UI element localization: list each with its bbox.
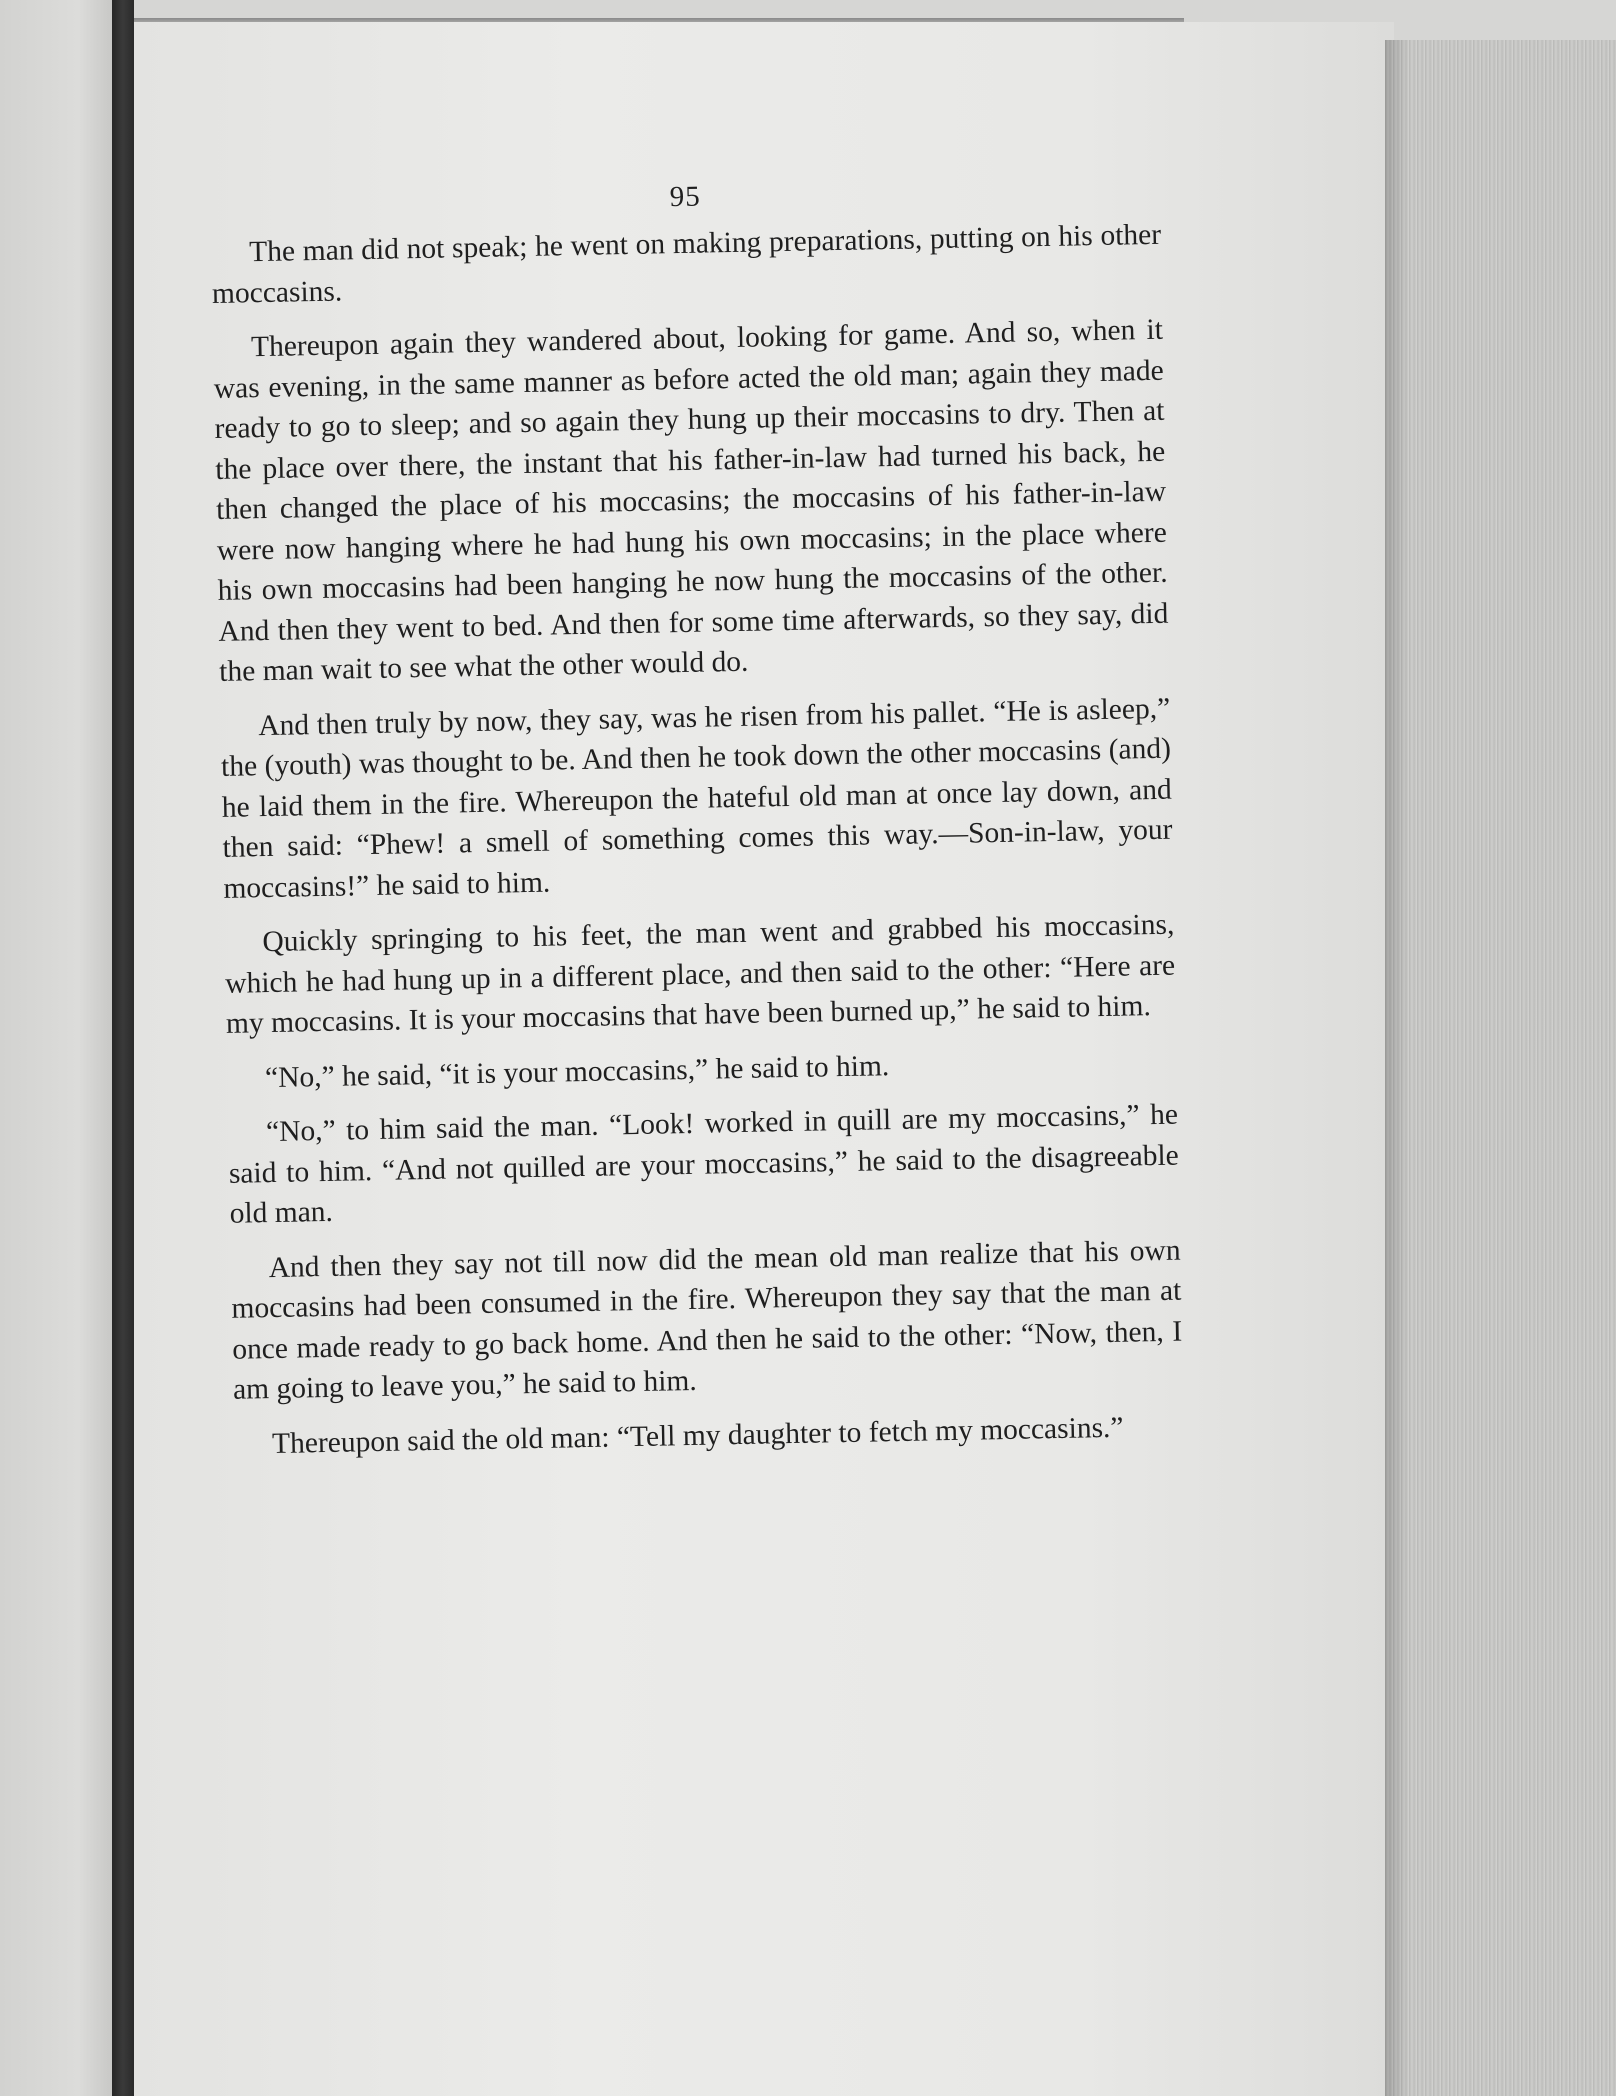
paragraph: And then truly by now, they say, was he risen from his pallet. “He is asleep,” the (youth) was thought to be. And then he took down the other moccasins (and) he laid them in the fire. Whereupon the hateful old man at once lay down, and then said: “Phew! a smell of something comes this way.—Son-in-law, your moccasins!” he said to him.: [220, 692, 1173, 905]
page-stack-shadow: [1385, 40, 1409, 2096]
left-page-edge: [0, 0, 112, 2096]
page-stack-edge: [1385, 40, 1616, 2096]
paragraph: “No,” he said, “it is your moccasins,” he said to him.: [264, 1049, 890, 1094]
paragraph: Thereupon said the old man: “Tell my daughter to fetch my moccasins.”: [271, 1411, 1124, 1460]
book-gutter: [112, 0, 134, 2096]
page-number: 95: [669, 180, 702, 214]
paragraph: Quickly springing to his feet, the man went and grabbed his moccasins, which he had hung up in a different place, and then said to the other: “Here are my moccasins. It is your moccasins that have been burned up,” he said to him.: [224, 908, 1176, 1040]
paragraph: Thereupon again they wandered about, looking for game. And so, when it was evening, in the same manner as before acted the old man; again they made ready to go to sleep; and so again they hung up their moccasins to dry. Then at the place over there, the instant that his father-in-law had turned his back, he then changed the place of his moccasins; the moccasins of his father-in-law were now hanging where he had hung his own moccasins; in the place where his own moccasins had been hanging he now hung the moccasins of the other. And then they went to bed. And then for some time afterwards, so they say, did the man wait to see what the other would do.: [213, 313, 1169, 688]
paragraph: The man did not speak; he went on making preparations, putting on his other moccasins.: [211, 218, 1162, 310]
page-text: [210, 172, 1185, 1479]
paragraph: And then they say not till now did the mean old man realize that his own moccasins had been consumed in the fire. Whereupon they say that the man at once made ready to go back home. And then he said to the other: “Now, then, I am going to leave you,” he said to him.: [231, 1234, 1183, 1406]
paragraph: “No,” to him said the man. “Look! worked in quill are my moccasins,” he said to him. “And not quilled are your moccasins,” he said to the disagreeable old man.: [228, 1098, 1180, 1230]
